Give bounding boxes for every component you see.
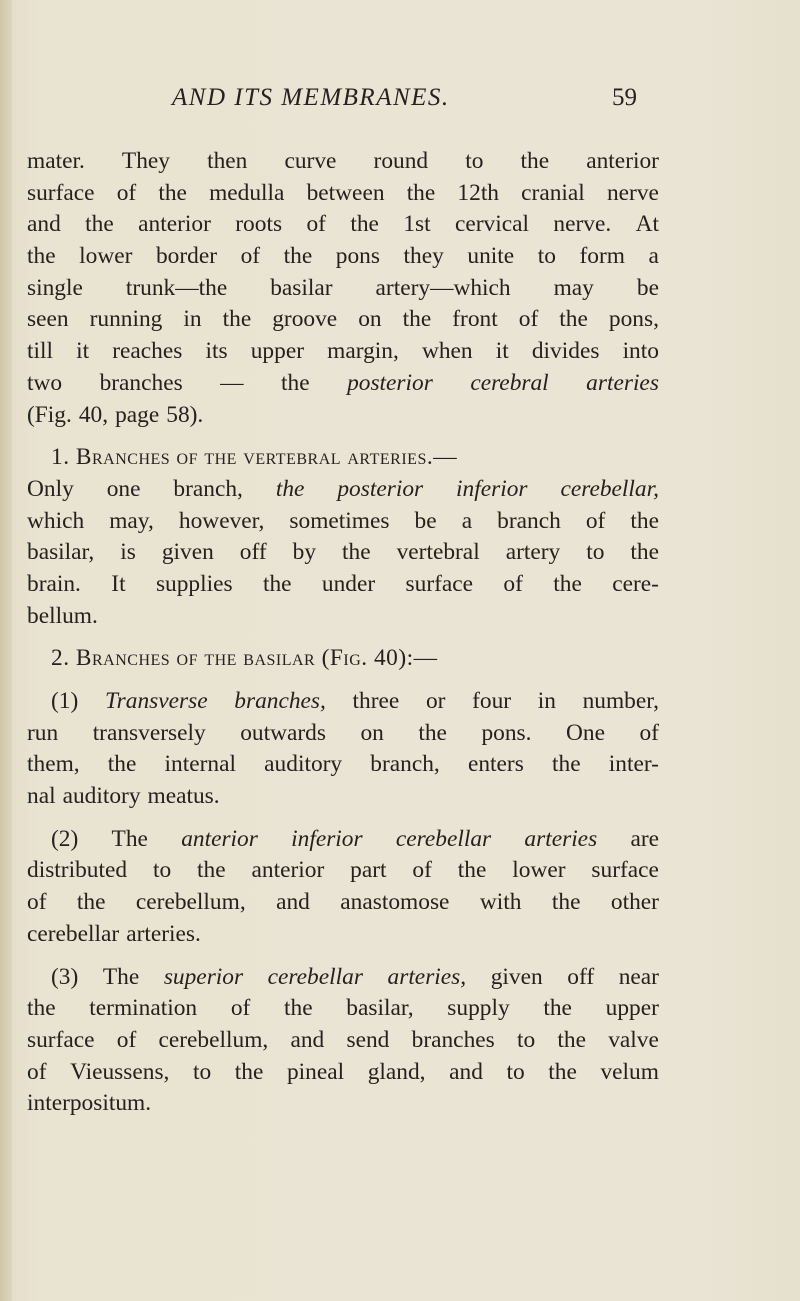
word: basilar bbox=[270, 274, 333, 301]
word: of bbox=[585, 507, 606, 534]
text-line bbox=[27, 749, 659, 781]
text-line bbox=[27, 686, 659, 718]
word: 1st bbox=[403, 211, 431, 238]
text-line bbox=[27, 506, 659, 538]
word: medulla bbox=[209, 179, 285, 206]
word: of bbox=[306, 211, 326, 238]
word: arteries. bbox=[126, 920, 201, 947]
italic-term: inferior bbox=[291, 825, 363, 852]
word: of bbox=[412, 857, 432, 884]
word: the bbox=[543, 995, 572, 1022]
word: supplies bbox=[155, 570, 233, 597]
word: reaches bbox=[112, 338, 183, 365]
word: It bbox=[111, 570, 126, 597]
word: the bbox=[158, 179, 187, 206]
word: Only bbox=[27, 475, 74, 502]
word: four bbox=[472, 688, 512, 714]
word: They bbox=[121, 148, 170, 174]
italic-term: anterior bbox=[181, 825, 258, 852]
word: to bbox=[465, 148, 484, 174]
word: Vieussens, bbox=[70, 1058, 170, 1085]
text-line bbox=[27, 887, 659, 919]
text-line bbox=[27, 601, 659, 633]
word: 58). bbox=[166, 401, 204, 428]
word: the bbox=[234, 1058, 264, 1085]
word: in bbox=[537, 688, 556, 714]
text-line bbox=[27, 400, 659, 432]
text-line bbox=[27, 304, 659, 336]
word: cranial bbox=[521, 179, 585, 206]
italic-term: arteries, bbox=[387, 963, 467, 990]
word: vertebral bbox=[396, 539, 480, 566]
text-line bbox=[27, 537, 659, 569]
word: to bbox=[506, 1058, 525, 1085]
word: anastomose bbox=[340, 889, 450, 916]
word: of bbox=[27, 1058, 47, 1085]
italic-term: arteries bbox=[586, 369, 659, 396]
word: The bbox=[102, 963, 140, 990]
italic-term: cerebellar bbox=[267, 963, 363, 990]
word: roots bbox=[235, 211, 283, 238]
word: off bbox=[567, 963, 595, 990]
word: one bbox=[106, 475, 141, 502]
text-line bbox=[27, 474, 659, 506]
word: between bbox=[306, 179, 385, 206]
word: of bbox=[503, 570, 523, 597]
word: basilar, bbox=[27, 539, 95, 566]
word: with bbox=[479, 889, 522, 916]
italic-term: posterior bbox=[337, 475, 424, 502]
word: when bbox=[421, 338, 473, 365]
word: the bbox=[284, 995, 313, 1022]
word: and bbox=[27, 211, 61, 238]
word: the bbox=[520, 148, 550, 174]
word: the bbox=[551, 889, 581, 916]
word: enters bbox=[467, 751, 524, 778]
word: 12th bbox=[457, 179, 500, 206]
word: or bbox=[425, 688, 446, 714]
text-line bbox=[27, 1088, 659, 1120]
text-line bbox=[27, 919, 659, 951]
text-line bbox=[27, 855, 659, 887]
word: and bbox=[449, 1058, 483, 1085]
word: artery bbox=[505, 539, 561, 566]
text-line bbox=[27, 336, 659, 368]
word: branch, bbox=[173, 475, 243, 502]
word: the bbox=[283, 243, 313, 270]
word: artery—which bbox=[375, 274, 511, 301]
word: then bbox=[207, 148, 248, 174]
section-heading-vertebral: 1. Branches of the vertebral arteries.— bbox=[51, 444, 458, 471]
word: valve bbox=[608, 1026, 659, 1053]
word: off bbox=[239, 539, 267, 566]
paragraph-anterior-inferior-cerebellar bbox=[27, 824, 659, 951]
word: nerve bbox=[606, 179, 659, 206]
word: two bbox=[27, 369, 63, 396]
word: under bbox=[321, 570, 376, 597]
word: velum bbox=[600, 1058, 659, 1085]
word: page bbox=[115, 401, 160, 428]
word: branch, bbox=[370, 751, 440, 778]
word: brain. bbox=[27, 570, 81, 597]
word: part bbox=[350, 857, 387, 884]
paragraph-transverse-branches bbox=[27, 686, 659, 813]
word: The bbox=[111, 825, 148, 852]
word: the bbox=[557, 1026, 586, 1053]
paragraph-basilar-formation bbox=[27, 146, 659, 431]
text-line bbox=[27, 1025, 659, 1057]
word: the bbox=[342, 539, 371, 566]
word: the bbox=[630, 539, 659, 566]
word: the bbox=[350, 211, 379, 238]
text-line bbox=[27, 1057, 659, 1089]
word: are bbox=[630, 825, 659, 852]
word: near bbox=[618, 963, 659, 990]
word: auditory bbox=[264, 751, 343, 778]
word: termination bbox=[89, 995, 198, 1022]
word: sometimes bbox=[289, 507, 390, 534]
word: the bbox=[630, 507, 659, 534]
word: and bbox=[276, 889, 310, 916]
word: the bbox=[402, 306, 432, 333]
italic-term: cerebellar bbox=[395, 825, 492, 852]
text-line bbox=[27, 643, 659, 675]
word: lower bbox=[512, 857, 566, 884]
word: other bbox=[610, 889, 659, 916]
word: branch bbox=[497, 507, 561, 534]
text-line bbox=[27, 209, 659, 241]
word: and bbox=[290, 1026, 325, 1053]
word: the bbox=[107, 751, 137, 778]
paragraph-superior-cerebellar bbox=[27, 962, 659, 1120]
word: anterior bbox=[138, 211, 211, 238]
word: the bbox=[559, 306, 588, 333]
word: distributed bbox=[27, 857, 128, 884]
italic-term: cerebellar, bbox=[560, 475, 659, 502]
running-header bbox=[0, 84, 800, 116]
word: the bbox=[457, 857, 487, 884]
word: front bbox=[452, 306, 498, 333]
word: a bbox=[461, 507, 473, 534]
word: trunk—the bbox=[125, 274, 228, 301]
word: (Fig. bbox=[27, 401, 72, 428]
word: a bbox=[648, 243, 659, 270]
word: auditory bbox=[62, 783, 141, 810]
word: of bbox=[518, 306, 539, 333]
word: it bbox=[76, 338, 90, 365]
text-line bbox=[27, 273, 659, 305]
word: of bbox=[116, 179, 137, 206]
word: single bbox=[27, 274, 83, 301]
word: however, bbox=[178, 507, 265, 534]
italic-term: branches, bbox=[234, 688, 326, 714]
word: to bbox=[537, 243, 556, 270]
word: they bbox=[403, 243, 444, 270]
section-heading-basilar: 2. Branches of the basilar (Fig. 40):— bbox=[51, 645, 438, 672]
word: surface bbox=[591, 857, 659, 884]
word: be bbox=[636, 274, 659, 301]
word: pons. bbox=[481, 719, 532, 746]
word: the bbox=[197, 857, 226, 884]
text-line bbox=[27, 569, 659, 601]
word: on bbox=[360, 719, 384, 746]
word: unite bbox=[467, 243, 515, 270]
text-line bbox=[27, 178, 659, 210]
word: (1) bbox=[51, 688, 79, 714]
word: to bbox=[586, 539, 605, 566]
word: the bbox=[76, 889, 106, 916]
italic-term: Transverse bbox=[104, 688, 208, 714]
word: basilar, bbox=[346, 995, 414, 1022]
italic-term: the bbox=[275, 475, 305, 502]
running-title: AND ITS MEMBRANES. bbox=[172, 84, 450, 111]
word: nerve. bbox=[553, 211, 612, 238]
word: till bbox=[27, 338, 53, 365]
word: in bbox=[183, 306, 202, 333]
word: divides bbox=[531, 338, 600, 365]
word: nal bbox=[27, 783, 56, 810]
word: groove bbox=[272, 306, 338, 333]
word: upper bbox=[605, 995, 659, 1022]
word: of bbox=[639, 719, 659, 746]
word: (3) bbox=[51, 963, 79, 990]
word: cerebellum, bbox=[158, 1026, 269, 1053]
word: supply bbox=[447, 995, 510, 1022]
word: running bbox=[89, 306, 163, 333]
word: be bbox=[414, 507, 437, 534]
word: send bbox=[346, 1026, 390, 1053]
word: mater. bbox=[27, 148, 85, 174]
word: cere- bbox=[612, 570, 659, 597]
word: on bbox=[358, 306, 382, 333]
word: the bbox=[281, 369, 310, 396]
word: form bbox=[579, 243, 625, 270]
word: the bbox=[553, 570, 582, 597]
italic-term: inferior bbox=[456, 475, 528, 502]
word: surface bbox=[27, 179, 95, 206]
italic-term: superior bbox=[163, 963, 244, 990]
word: gland, bbox=[367, 1058, 426, 1085]
word: bellum. bbox=[27, 602, 98, 629]
word: the bbox=[552, 751, 581, 778]
italic-term: arteries bbox=[524, 825, 598, 852]
text-line bbox=[27, 146, 659, 178]
text-line bbox=[27, 241, 659, 273]
word: it bbox=[495, 338, 509, 365]
word: its bbox=[205, 338, 228, 365]
word: the bbox=[222, 306, 252, 333]
word: is bbox=[120, 539, 136, 566]
word: inter- bbox=[608, 751, 659, 778]
word: At bbox=[635, 211, 659, 238]
word: margin, bbox=[327, 338, 399, 365]
word: 40, bbox=[78, 401, 109, 428]
text-line bbox=[27, 781, 659, 813]
word: of bbox=[240, 243, 261, 270]
word: of bbox=[27, 889, 47, 916]
word: cerebellar bbox=[27, 920, 120, 947]
word: internal bbox=[164, 751, 236, 778]
text-line bbox=[27, 993, 659, 1025]
word: of bbox=[116, 1026, 137, 1053]
word: given bbox=[490, 963, 543, 990]
word: into bbox=[622, 338, 659, 365]
word: One bbox=[565, 719, 605, 746]
paragraph-basilar-heading bbox=[27, 643, 659, 675]
word: anterior bbox=[251, 857, 325, 884]
word: seen bbox=[27, 306, 69, 333]
word: anterior bbox=[586, 148, 659, 174]
word: the bbox=[27, 995, 56, 1022]
word: curve bbox=[284, 148, 337, 174]
italic-term: cerebral bbox=[470, 369, 549, 396]
word: outwards bbox=[240, 719, 326, 746]
word: the bbox=[418, 719, 447, 746]
page-number: 59 bbox=[612, 84, 637, 111]
word: upper bbox=[250, 338, 304, 365]
page-gutter-shadow bbox=[0, 0, 12, 1301]
word: border bbox=[155, 243, 218, 270]
word: branches bbox=[411, 1026, 495, 1053]
word: given bbox=[161, 539, 214, 566]
word: branches bbox=[99, 369, 183, 396]
text-line bbox=[27, 718, 659, 750]
word: cerebellum, bbox=[135, 889, 246, 916]
word: pineal bbox=[286, 1058, 345, 1085]
word: to bbox=[192, 1058, 212, 1085]
word: the bbox=[85, 211, 114, 238]
word: the bbox=[262, 570, 292, 597]
word: surface bbox=[405, 570, 474, 597]
word: number, bbox=[582, 688, 659, 714]
word: the bbox=[548, 1058, 577, 1085]
word: may, bbox=[109, 507, 154, 534]
word: three bbox=[352, 688, 400, 714]
text-line bbox=[27, 442, 659, 474]
paragraph-vertebral-branches bbox=[27, 442, 659, 632]
word: lower bbox=[79, 243, 133, 270]
body-text bbox=[27, 146, 659, 1131]
word: interpositum. bbox=[27, 1090, 152, 1117]
word: the bbox=[27, 243, 56, 270]
word: meatus. bbox=[147, 783, 220, 810]
word: of bbox=[230, 995, 251, 1022]
word: transversely bbox=[92, 719, 206, 746]
word: the bbox=[406, 179, 436, 206]
word: to bbox=[516, 1026, 536, 1053]
italic-term: posterior bbox=[347, 369, 433, 396]
word: (2) bbox=[51, 825, 79, 852]
word: may bbox=[553, 274, 594, 301]
word: round bbox=[373, 148, 429, 174]
word: — bbox=[220, 369, 244, 396]
text-line bbox=[27, 368, 659, 400]
word: them, bbox=[27, 751, 80, 778]
word: surface bbox=[27, 1026, 95, 1053]
word: run bbox=[27, 719, 59, 746]
word: to bbox=[152, 857, 172, 884]
word: which bbox=[27, 507, 85, 534]
word: cervical bbox=[455, 211, 530, 238]
text-line bbox=[27, 962, 659, 994]
word: pons, bbox=[608, 306, 659, 333]
word: pons bbox=[335, 243, 380, 270]
word: by bbox=[292, 539, 317, 566]
text-line bbox=[27, 824, 659, 856]
